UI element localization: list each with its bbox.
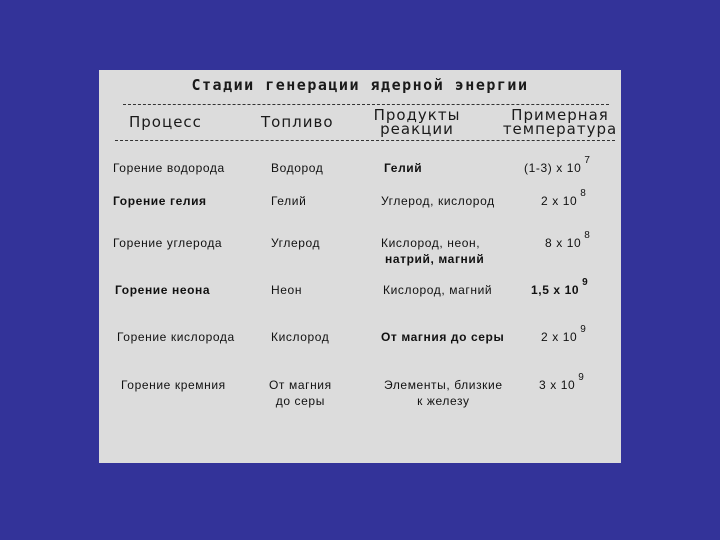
table-title: Стадии генерации ядерной энергии [191, 76, 529, 94]
row3-products [381, 235, 484, 267]
row2-products: Углерод, кислород [381, 194, 495, 208]
header-temperature [499, 108, 621, 136]
row6-products-line1: Элементы, близкие [384, 378, 503, 392]
row1-process: Горение водорода [113, 161, 225, 175]
row1-temperature [524, 155, 591, 178]
row4-temp-exp: 9 [582, 277, 589, 288]
row3-products-line2: натрий, магний [385, 252, 485, 266]
row1-temp-base: (1-3) x 10 [524, 161, 582, 175]
row6-temp-exp: 9 [578, 372, 585, 383]
row6-products-line2: к железу [417, 394, 470, 408]
header-fuel: Топливо [261, 113, 334, 131]
row1-products: Гелий [384, 161, 423, 175]
row2-fuel: Гелий [271, 194, 307, 208]
row3-process: Горение углерода [113, 236, 223, 250]
row6-fuel [269, 377, 332, 409]
row2-temp-base: 2 x 10 [541, 194, 578, 208]
header-temperature-line2: температура [502, 120, 618, 138]
row4-process: Горение неона [115, 283, 211, 297]
row6-temp-base: 3 x 10 [539, 378, 576, 392]
row2-process: Горение гелия [113, 194, 207, 208]
row4-temperature [531, 277, 589, 300]
row4-fuel: Неон [271, 283, 303, 297]
row1-temp-exp: 7 [584, 155, 591, 166]
row6-temperature [539, 372, 585, 395]
row3-products-line1: Кислород, неон, [381, 236, 481, 250]
row3-temperature [545, 230, 591, 253]
row5-temp-base: 2 x 10 [541, 330, 578, 344]
row6-products [384, 377, 503, 409]
title-divider [123, 104, 609, 105]
header-divider [115, 140, 615, 141]
header-temperature-line1: Примерная [511, 106, 609, 124]
row6-process: Горение кремния [121, 378, 226, 392]
row6-fuel-line2: до серы [275, 394, 325, 408]
row3-temp-base: 8 x 10 [545, 236, 582, 250]
row2-temp-exp: 8 [580, 188, 587, 199]
table-panel [99, 70, 621, 463]
header-products-line2: реакции [380, 120, 454, 138]
row5-temp-exp: 9 [580, 324, 587, 335]
row2-temperature [541, 188, 587, 211]
row3-temp-exp: 8 [584, 230, 591, 241]
header-products [369, 108, 465, 136]
row5-process: Горение кислорода [117, 330, 235, 344]
row6-fuel-line1: От магния [269, 378, 332, 392]
row1-fuel: Водород [271, 161, 324, 175]
row3-fuel: Углерод [271, 236, 321, 250]
header-products-line1: Продукты [373, 106, 461, 124]
row5-products: От магния до серы [381, 330, 505, 344]
row4-temp-base: 1,5 x 10 [531, 283, 580, 297]
row5-temperature [541, 324, 587, 347]
row4-products: Кислород, магний [383, 283, 493, 297]
row5-fuel: Кислород [271, 330, 330, 344]
header-process: Процесс [129, 113, 202, 131]
